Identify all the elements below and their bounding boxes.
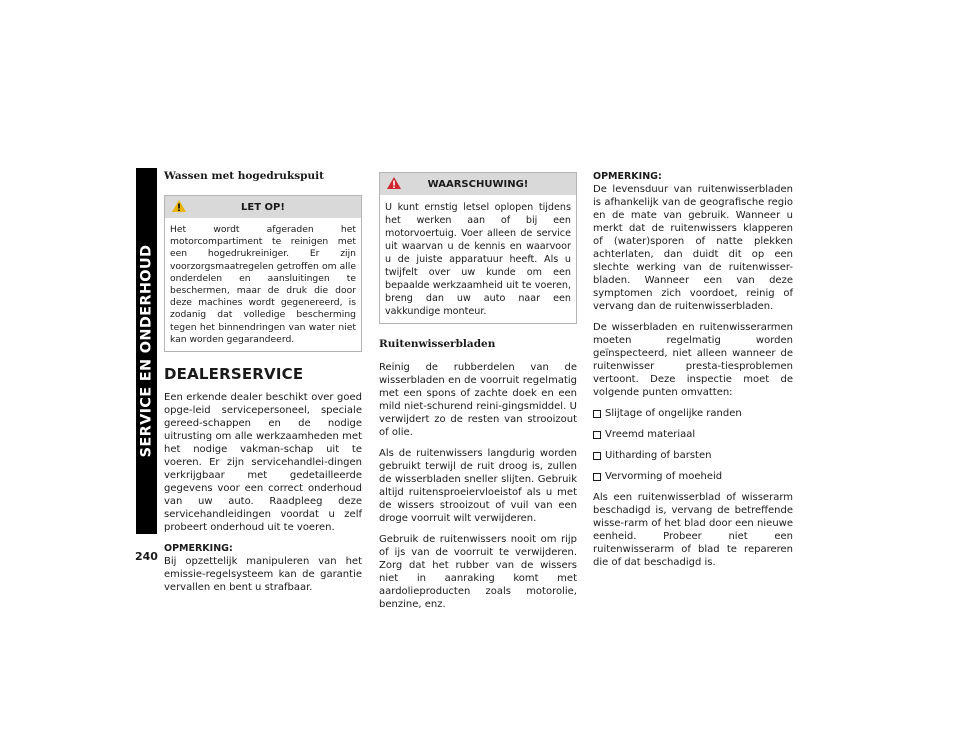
wiper-paragraph-2: Als de ruitenwissers langdurig worden gebruikt terwijl de ruit droog is, zullen de wisserbladen sneller slijten. Gebruik altijd ruitensproeiervloeistof als u met de wissers strooizout of vuil van een droge voorruit wilt verwijderen. xyxy=(379,448,577,524)
heading-wiper-blades: Ruitenwisserbladen xyxy=(379,338,496,350)
list-item-text: Slijtage of ongelijke randen xyxy=(605,408,742,419)
column-1 xyxy=(164,170,362,602)
note-label: OPMERKING: xyxy=(164,543,233,555)
caution-triangle-icon xyxy=(171,199,187,217)
section-side-tab xyxy=(136,168,157,534)
replacement-paragraph: Als een ruitenwisserblad of wisserarm beschadigd is, vervang de betreffende wisse-rarm of het blad door een nieuwe eenheid. Probeer niet een ruitenwisserarm of blad te repareren die of dat beschadigd is. xyxy=(593,492,793,568)
inspection-paragraph: De wisserbladen en ruitenwisserarmen moeten regelmatig worden geïnspecteerd, niet alleen wanneer de ruitenwisser presta-tiesproblemen vertoont. Deze inspectie moet de volgende punten omvatten: xyxy=(593,322,793,398)
checkbox-icon xyxy=(593,431,601,439)
checkbox-icon xyxy=(593,452,601,460)
list-item xyxy=(593,407,793,420)
checkbox-icon xyxy=(593,410,601,418)
note-text: Bij opzettelijk manipuleren van het emissie-regelsysteem kan de garantie vervallen en bent u strafbaar. xyxy=(164,556,362,594)
list-item xyxy=(593,470,793,483)
section-side-tab-label: SERVICE EN ONDERHOUD xyxy=(138,244,155,458)
column-2 xyxy=(379,170,577,619)
list-item xyxy=(593,428,793,441)
warning-text: U kunt ernstig letsel oplopen tijdens het werken aan of bij een motorvoertuig. Voer alleen de service uit waarvan u de kennis en waarvoor u de juiste apparatuur heeft. Als u twijfelt over uw kunde om een bepaalde werkzaamheid uit te voeren, breng dan uw auto naar een vakkundige monteur. xyxy=(385,202,571,317)
dealerservice-paragraph: Een erkende dealer beschikt over goed opge-leid servicepersoneel, speciale gereed-schappen en de nodige uitrusting om alle werkzaamheden met het nodige vakman-schap uit te voeren. Er zijn servicehandlei-dingen verkrijgbaar met gedetailleerde gegevens voor een correct onderhoud van uw auto. Raadpleeg deze servicehandleidingen voordat u zelf probeert onderhoud uit te voeren. xyxy=(164,392,362,534)
note-label-2: OPMERKING: xyxy=(593,171,662,182)
section-title-dealerservice: DEALERSERVICE xyxy=(164,365,304,384)
caution-text: Het wordt afgeraden het motorcompartiment te reinigen met een hogedrukreiniger. Er zijn voorzorgsmaatregelen getroffen om alle onderdelen en aansluitingen te beschermen, maar de druk die door deze machines wordt gegenereerd, is zodanig dat volledige bescherming tegen het binnendringen van water niet kan worden gegarandeerd. xyxy=(170,224,356,345)
warning-title: WAARSCHUWING! xyxy=(427,178,529,190)
warning-box-header xyxy=(380,173,576,195)
column-3 xyxy=(593,170,793,577)
caution-title: LET OP! xyxy=(241,201,285,213)
page-number: 240 xyxy=(135,550,158,563)
wiper-paragraph-3: Gebruik de ruitenwissers nooit om rijp of ijs van de voorruit te verwijderen. Zorg dat het rubber van de wissers niet in aanraking komt met aardolieproducten zoals motorolie, benzine, enz. xyxy=(379,534,577,610)
list-item-text: Vervorming of moeheid xyxy=(605,471,723,482)
note-text-2: De levensduur van ruitenwisserbladen is afhankelijk van de geografische regio en de mate van gebruik. Wanneer u merkt dat de ruitenwissers klapperen of (water)sporen of natte plekken achterlaten, dan duidt dit op een slechte werking van de ruitenwisser-bladen. Wanneer een van deze symptomen zich voordoet, reinig of vervang dan de ruitenwisserbladen. xyxy=(593,184,793,312)
warning-box xyxy=(379,172,577,324)
caution-box-header xyxy=(165,196,361,218)
caution-box xyxy=(164,195,362,352)
heading-pressure-washing: Wassen met hogedrukspuit xyxy=(164,170,324,182)
checkbox-icon xyxy=(593,473,601,481)
wiper-paragraph-1: Reinig de rubberdelen van de wisserbladen en de voorruit regelmatig met een spons of zachte doek en een mild niet-schurend reini-gingsmiddel. U verwijdert zo de resten van strooizout of olie. xyxy=(379,362,577,438)
list-item xyxy=(593,449,793,462)
list-item-text: Vreemd materiaal xyxy=(605,429,696,440)
list-item-text: Uitharding of barsten xyxy=(605,450,712,461)
warning-triangle-icon xyxy=(386,176,402,194)
